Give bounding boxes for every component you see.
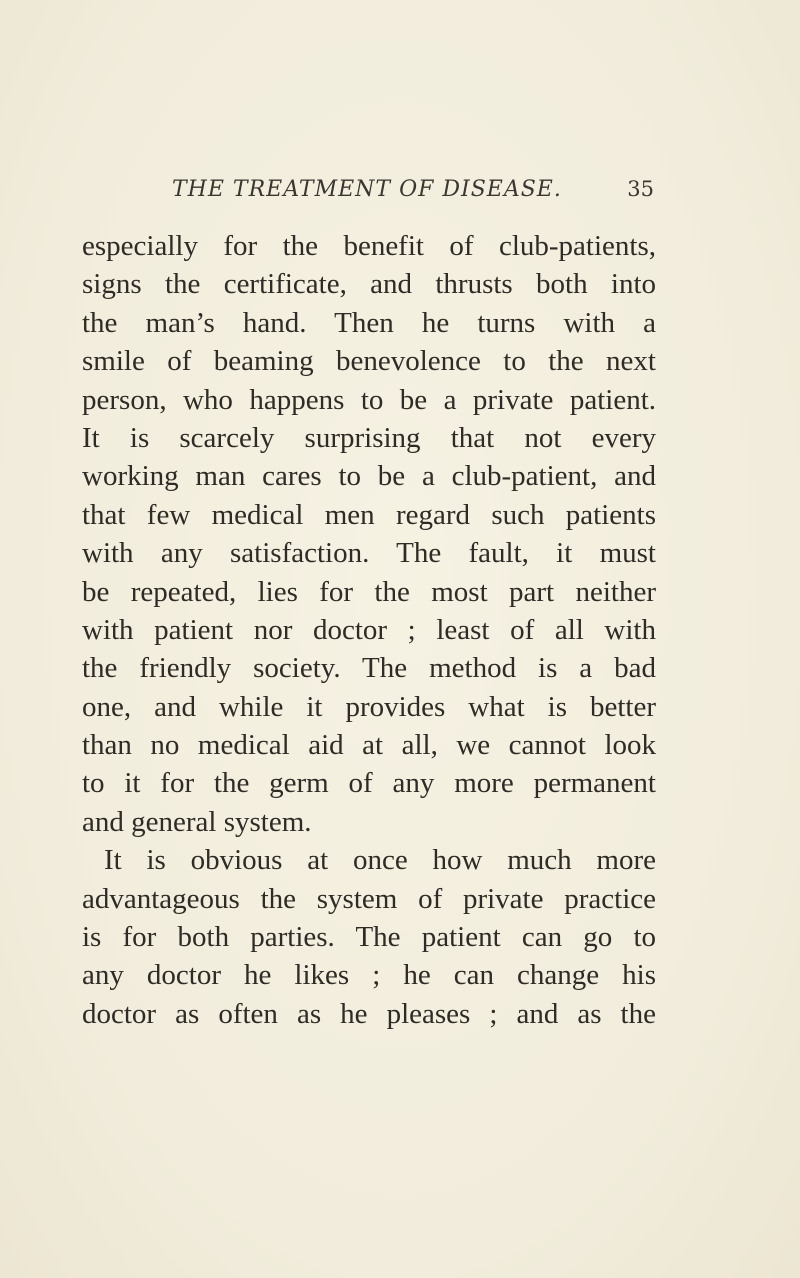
- text-line: especially for the benefit of club-patients,: [82, 230, 656, 262]
- text-line: smile of beaming benevolence to the next: [82, 345, 656, 378]
- text-line: It is obvious at once how much more: [104, 844, 656, 877]
- text-line: than no medical aid at all, we cannot look: [82, 729, 656, 762]
- running-title: THE TREATMENT OF DISEASE.: [172, 177, 562, 202]
- text-line: person, who happens to be a private patient.: [82, 383, 656, 416]
- text-line: that few medical men regard such patients: [82, 498, 656, 531]
- text-line: doctor as often as he pleases ; and as the: [82, 997, 656, 1030]
- text-line: working man cares to be a club-patient, and: [82, 460, 656, 493]
- text-line: It is scarcely surprising that not every: [82, 421, 656, 454]
- text-line: any doctor he likes ; he can change his: [82, 959, 656, 992]
- text-line: the friendly society. The method is a bad: [82, 652, 656, 685]
- text-line: advantageous the system of private practice: [82, 882, 656, 915]
- text-line: one, and while it provides what is better: [82, 690, 656, 723]
- text-line: with patient nor doctor ; least of all with: [82, 613, 656, 646]
- page-number: 35: [627, 177, 654, 201]
- text-line: and general system.: [82, 805, 312, 838]
- running-head: [172, 177, 654, 213]
- text-line: is for both parties. The patient can go to: [82, 921, 656, 954]
- text-line: the man’s hand. Then he turns with a: [82, 306, 656, 339]
- paragraph: [82, 841, 656, 1033]
- text-line: with any satisfaction. The fault, it must: [82, 537, 656, 570]
- text-line: signs the certificate, and thrusts both into: [82, 268, 656, 301]
- text-line: to it for the germ of any more permanent: [82, 767, 656, 800]
- body-text: [82, 227, 656, 1033]
- paragraph: [82, 227, 656, 841]
- text-line: be repeated, lies for the most part neither: [82, 575, 656, 608]
